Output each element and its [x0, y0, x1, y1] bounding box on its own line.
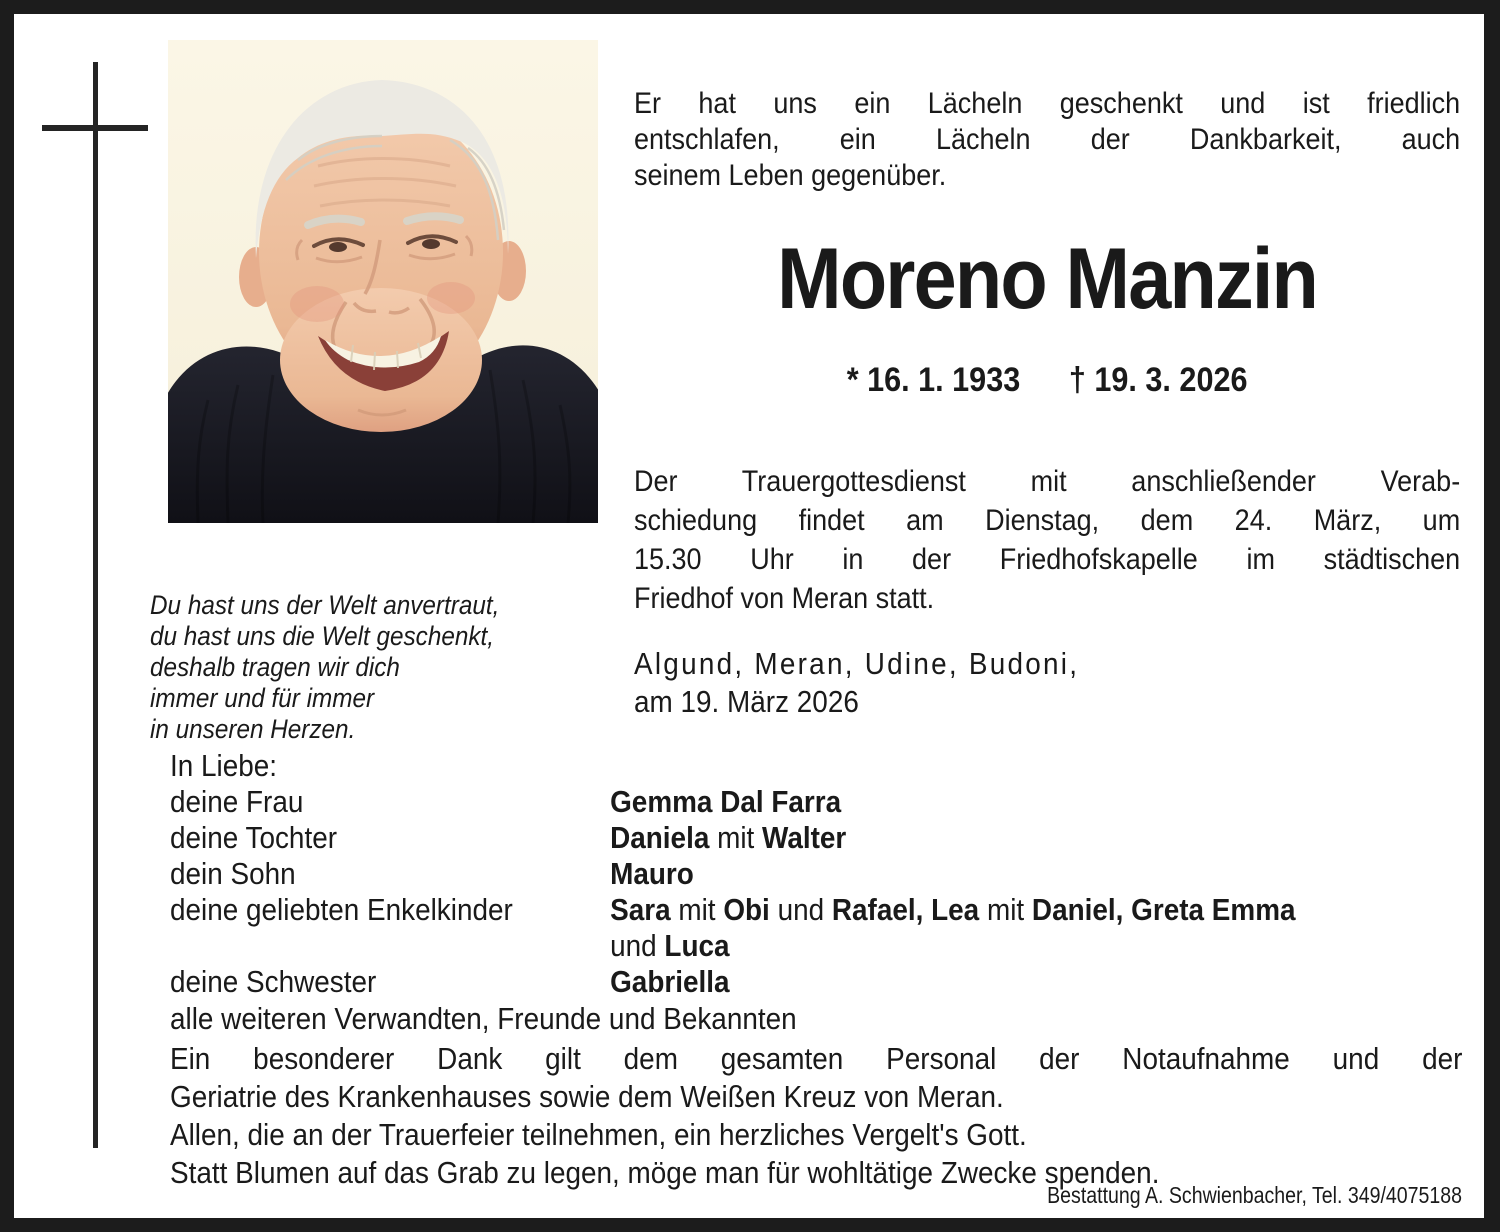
text-line: immer und für immer [150, 683, 375, 713]
text-line: seinem Leben gegenüber. [634, 159, 947, 192]
portrait-photo [168, 40, 598, 523]
family-relation-label: deine geliebten Enkelkinder [170, 892, 513, 927]
family-row [170, 964, 1462, 1000]
birth-date: * 16. 1. 1933 [846, 361, 1021, 399]
family-heading: In Liebe: [170, 748, 278, 783]
text-line: du hast uns die Welt geschenkt, [150, 621, 495, 651]
family-names: Gabriella [610, 964, 730, 999]
cross-vertical-bar [93, 62, 98, 1148]
family-relation-label: deine Frau [170, 784, 304, 819]
text-line: deshalb tragen wir dich [150, 652, 400, 682]
text-line: 15.30 Uhr in der Friedhofskapelle im städtischen [634, 543, 1461, 576]
thanks-paragraph [170, 1040, 1462, 1116]
text-line: Du hast uns der Welt anvertraut, [150, 590, 500, 620]
frame-border-bottom [0, 1218, 1500, 1232]
attendance-line: Allen, die an der Trauerfeier teilnehmen, ein herzliches Vergelt's Gott. [170, 1117, 1027, 1152]
family-rows [170, 784, 1462, 1000]
family-names: Daniela mit Walter [610, 820, 847, 855]
service-lines [634, 462, 1460, 618]
family-relation-label: deine Schwester [170, 964, 377, 999]
deceased-name-text: Moreno Manzin [777, 231, 1318, 327]
memorial-verse-lines [150, 590, 610, 745]
frame-border-top [0, 0, 1500, 14]
life-dates [634, 362, 1460, 398]
service-paragraph [634, 462, 1460, 618]
family-row [170, 892, 1462, 964]
notice-date-text: am 19. März 2026 [634, 684, 859, 719]
family-names: Gemma Dal Farra [610, 784, 842, 819]
text-line: Ein besonderer Dank gilt dem gesamten Personal der Notaufnahme und der [170, 1041, 1463, 1076]
family-closing-line: alle weiteren Verwandten, Freunde und Bekannten [170, 1001, 797, 1036]
text-line: entschlafen, ein Lächeln der Dankbarkeit, auch [634, 123, 1461, 156]
family-row [170, 784, 1462, 820]
flowers-line: Statt Blumen auf das Grab zu legen, möge man für wohltätige Zwecke spenden. [170, 1155, 1160, 1190]
family-section [170, 748, 1462, 1192]
intro-lines [634, 86, 1460, 194]
notice-date-line [634, 684, 1460, 720]
frame-border-left [0, 0, 14, 1232]
places-text: Algund, Meran, Udine, Budoni, [634, 646, 1080, 681]
death-date: † 19. 3. 2026 [1068, 361, 1248, 399]
text-line: in unseren Herzen. [150, 714, 356, 744]
funeral-home-footer [170, 1182, 1462, 1208]
deceased-name [634, 231, 1460, 327]
family-relation-label: deine Tochter [170, 820, 338, 855]
family-row [170, 820, 1462, 856]
memorial-verse [150, 590, 610, 745]
family-names: Mauro [610, 856, 694, 891]
family-row [170, 856, 1462, 892]
text-line: Der Trauergottesdienst mit anschließender Verab- [634, 465, 1461, 498]
text-line: Friedhof von Meran statt. [634, 582, 935, 615]
places-line [634, 646, 1460, 682]
intro-paragraph [634, 86, 1460, 194]
family-names: Sara mit Obi und Rafael, Lea mit Daniel, Greta Emma und Luca [610, 892, 1296, 963]
family-relation-label: dein Sohn [170, 856, 296, 891]
text-line: Er hat uns ein Lächeln geschenkt und ist friedlich [634, 87, 1461, 120]
cross-horizontal-bar [42, 125, 148, 131]
text-line: Geriatrie des Krankenhauses sowie dem Weißen Kreuz von Meran. [170, 1079, 1004, 1114]
text-line: schiedung findet am Dienstag, dem 24. März, um [634, 504, 1461, 537]
funeral-home-text: Bestattung A. Schwienbacher, Tel. 349/4075188 [1047, 1182, 1462, 1208]
frame-border-right [1484, 0, 1500, 1232]
